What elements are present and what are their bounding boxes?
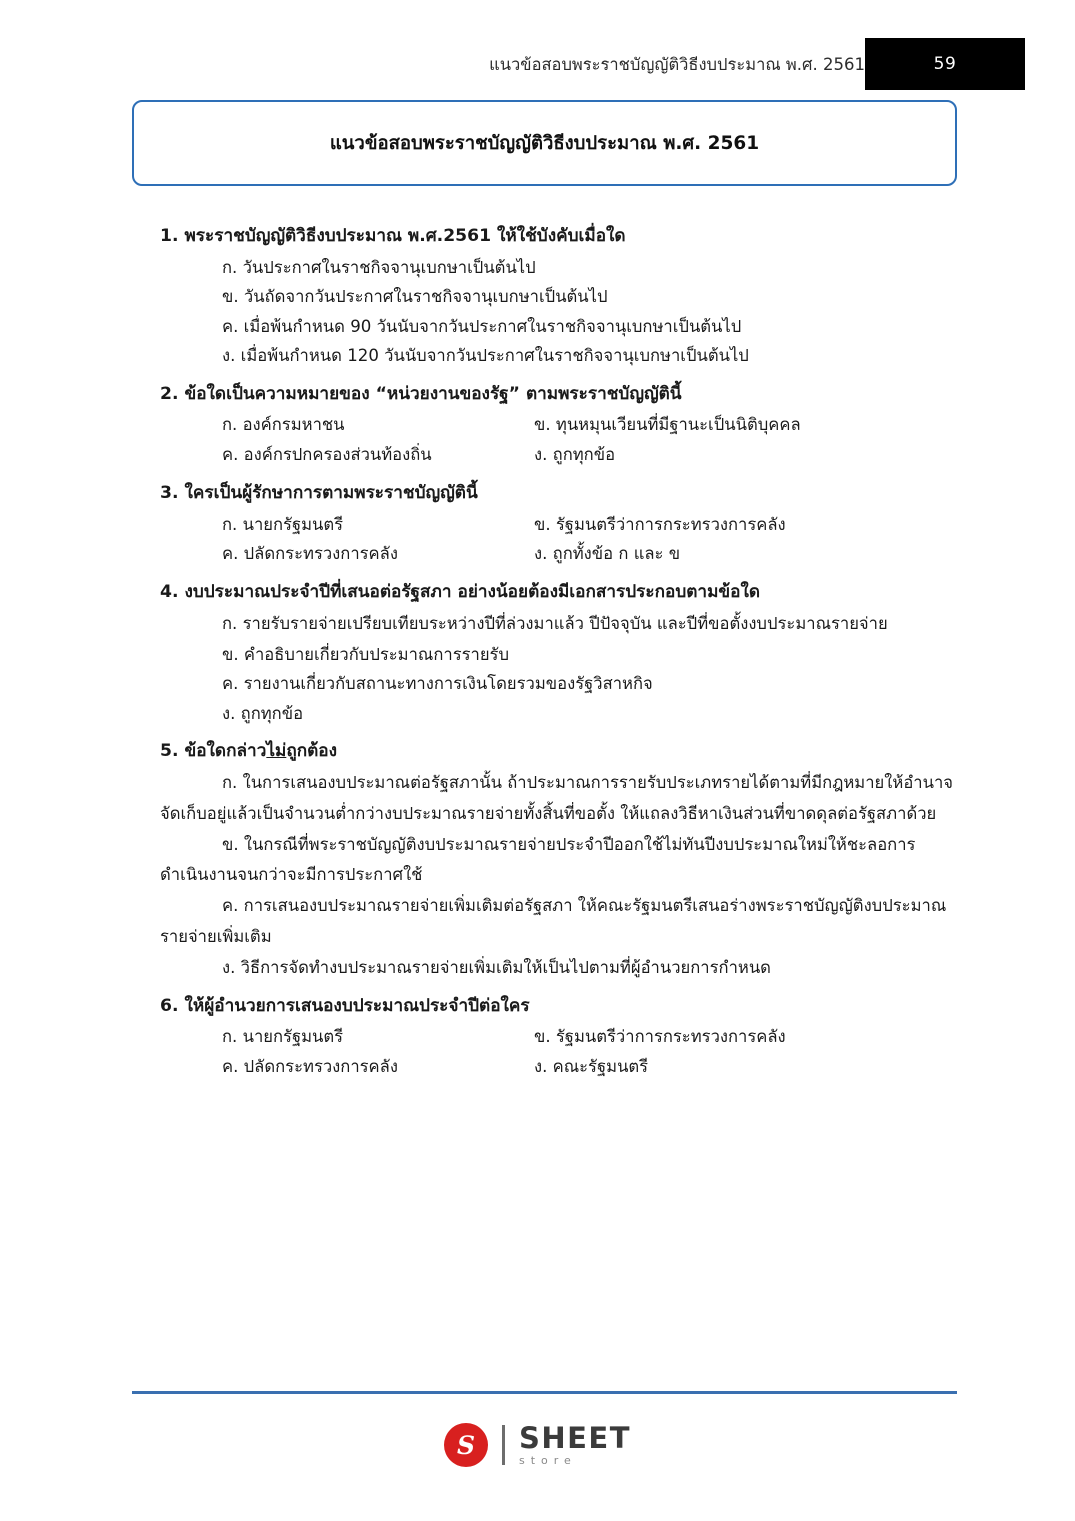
logo-divider <box>502 1425 505 1465</box>
choice-option: ค. ปลัดกระทรวงการคลัง <box>222 1057 398 1077</box>
question-block <box>160 737 957 982</box>
page-number-label: 59 <box>933 54 957 74</box>
question-stem <box>160 737 957 767</box>
choice-row <box>160 1052 957 1082</box>
choice-option: ก. วันประกาศในราชกิจจานุเบกษาเป็นต้นไป <box>222 257 536 277</box>
choice-option: ก. องค์กรมหาชน <box>222 415 345 435</box>
sheet-store-logo-icon <box>444 1423 488 1467</box>
choice-option: ค. เมื่อพ้นกำหนด 90 วันนับจากวันประกาศในราชกิจจานุเบกษาเป็นต้นไป <box>222 316 742 336</box>
choice-option: ง. วิธีการจัดทำงบประมาณรายจ่ายเพิ่มเติมให้เป็นไปตามที่ผู้อำนวยการกำหนด <box>222 958 771 978</box>
choice-row <box>160 1022 957 1052</box>
choice-option: ข. รัฐมนตรีว่าการกระทรวงการคลัง <box>534 1027 786 1047</box>
document-title-box <box>132 100 957 186</box>
choice-option: ง. ถูกทั้งข้อ ก และ ข <box>534 544 681 564</box>
choice-option: ข. ในกรณีที่พระราชบัญญัติงบประมาณรายจ่ายประจำปีออกใช้ไม่ทันปีงบประมาณใหม่ให้ชะลอการดำเนินงานจนกว่าจะมีการประกาศใช้ <box>160 834 916 885</box>
logo-wordmark <box>518 1421 632 1467</box>
question-stem: 2. ข้อใดเป็นความหมายของ “หน่วยงานของรัฐ” ตามพระราชบัญญัตินี้ <box>160 383 682 404</box>
question-stem-pre: 5. ข้อใดกล่าว <box>160 741 267 762</box>
question-block <box>160 222 957 371</box>
choice-option: ค. ปลัดกระทรวงการคลัง <box>222 544 398 564</box>
choice-option: ง. เมื่อพ้นกำหนด 120 วันนับจากวันประกาศในราชกิจจานุเบกษาเป็นต้นไป <box>222 346 749 366</box>
choice-option: ง. คณะรัฐมนตรี <box>534 1057 649 1077</box>
page-header <box>0 0 1075 96</box>
choice-option: ค. การเสนองบประมาณรายจ่ายเพิ่มเติมต่อรัฐสภา ให้คณะรัฐมนตรีเสนอร่างพระราชบัญญัติงบประมาณรายจ่ายเพิ่มเติม <box>160 896 947 947</box>
question-stem: 3. ใครเป็นผู้รักษาการตามพระราชบัญญัตินี้ <box>160 483 478 503</box>
question-stem-post: ถูกต้อง <box>286 741 338 762</box>
question-block <box>160 992 957 1082</box>
question-block <box>160 578 957 728</box>
choice-option: ข. วันถัดจากวันประกาศในราชกิจจานุเบกษาเป็นต้นไป <box>222 287 608 307</box>
question-stem: 4. งบประมาณประจำปีที่เสนอต่อรัฐสภา อย่างน้อยต้องมีเอกสารประกอบตามข้อใด <box>160 582 761 603</box>
running-header-title: แนวข้อสอบพระราชบัญญัติวิธีงบประมาณ พ.ศ. 2561 <box>489 55 865 74</box>
question-stem: 6. ให้ผู้อำนวยการเสนองบประมาณประจำปีต่อใคร <box>160 995 530 1016</box>
choice-option: ก. รายรับรายจ่ายเปรียบเทียบระหว่างปีที่ล่วงมาแล้ว ปีปัจจุบัน และปีที่ขอตั้งงบประมาณรายจ่าย <box>222 613 888 633</box>
choice-option: ค. องค์กรปกครองส่วนท้องถิ่น <box>222 445 432 465</box>
choice-option: ข. คำอธิบายเกี่ยวกับประมาณการรายรับ <box>222 644 510 664</box>
page-footer <box>0 1371 1075 1521</box>
question-block <box>160 479 957 569</box>
logo-mark-letter: S <box>456 1430 475 1460</box>
choice-option: ค. รายงานเกี่ยวกับสถานะทางการเงินโดยรวมของรัฐวิสาหกิจ <box>222 674 653 694</box>
page-number-badge <box>865 38 1025 90</box>
choice-row <box>160 510 957 540</box>
choice-row <box>160 410 957 440</box>
footer-logo <box>0 1423 1075 1467</box>
choice-option: ข. ทุนหมุนเวียนที่มีฐานะเป็นนิติบุคคล <box>534 415 801 435</box>
logo-word-main: SHEET <box>518 1421 632 1455</box>
question-block <box>160 380 957 470</box>
exam-questions-body <box>160 222 957 1082</box>
choice-option: ง. ถูกทุกข้อ <box>222 703 304 723</box>
question-stem: 1. พระราชบัญญัติวิธีงบประมาณ พ.ศ.2561 ให้ใช้บังคับเมื่อใด <box>160 226 626 246</box>
footer-divider <box>132 1391 957 1394</box>
page-title: แนวข้อสอบพระราชบัญญัติวิธีงบประมาณ พ.ศ. 2561 <box>329 132 760 154</box>
choice-row <box>160 440 957 470</box>
choice-option: ก. นายกรัฐมนตรี <box>222 514 344 534</box>
question-stem-underlined: ไม่ <box>266 741 287 762</box>
choice-option: ข. รัฐมนตรีว่าการกระทรวงการคลัง <box>534 514 786 534</box>
choice-option: ก. นายกรัฐมนตรี <box>222 1027 344 1047</box>
logo-word-sub: store <box>518 1454 577 1467</box>
choice-option: ก. ในการเสนองบประมาณต่อรัฐสภานั้น ถ้าประมาณการรายรับประเภทรายได้ตามที่มีกฎหมายให้อำนาจจัดเก็บอยู่แล้วเป็นจำนวนต่ำกว่างบประมาณรายจ่ายทั้งสิ้นที่ขอตั้ง ให้แถลงวิธีหาเงินส่วนที่ขาดดุลต่อรัฐสภาด้วย <box>160 772 953 823</box>
choice-row <box>160 539 957 569</box>
choice-option: ง. ถูกทุกข้อ <box>534 445 616 465</box>
